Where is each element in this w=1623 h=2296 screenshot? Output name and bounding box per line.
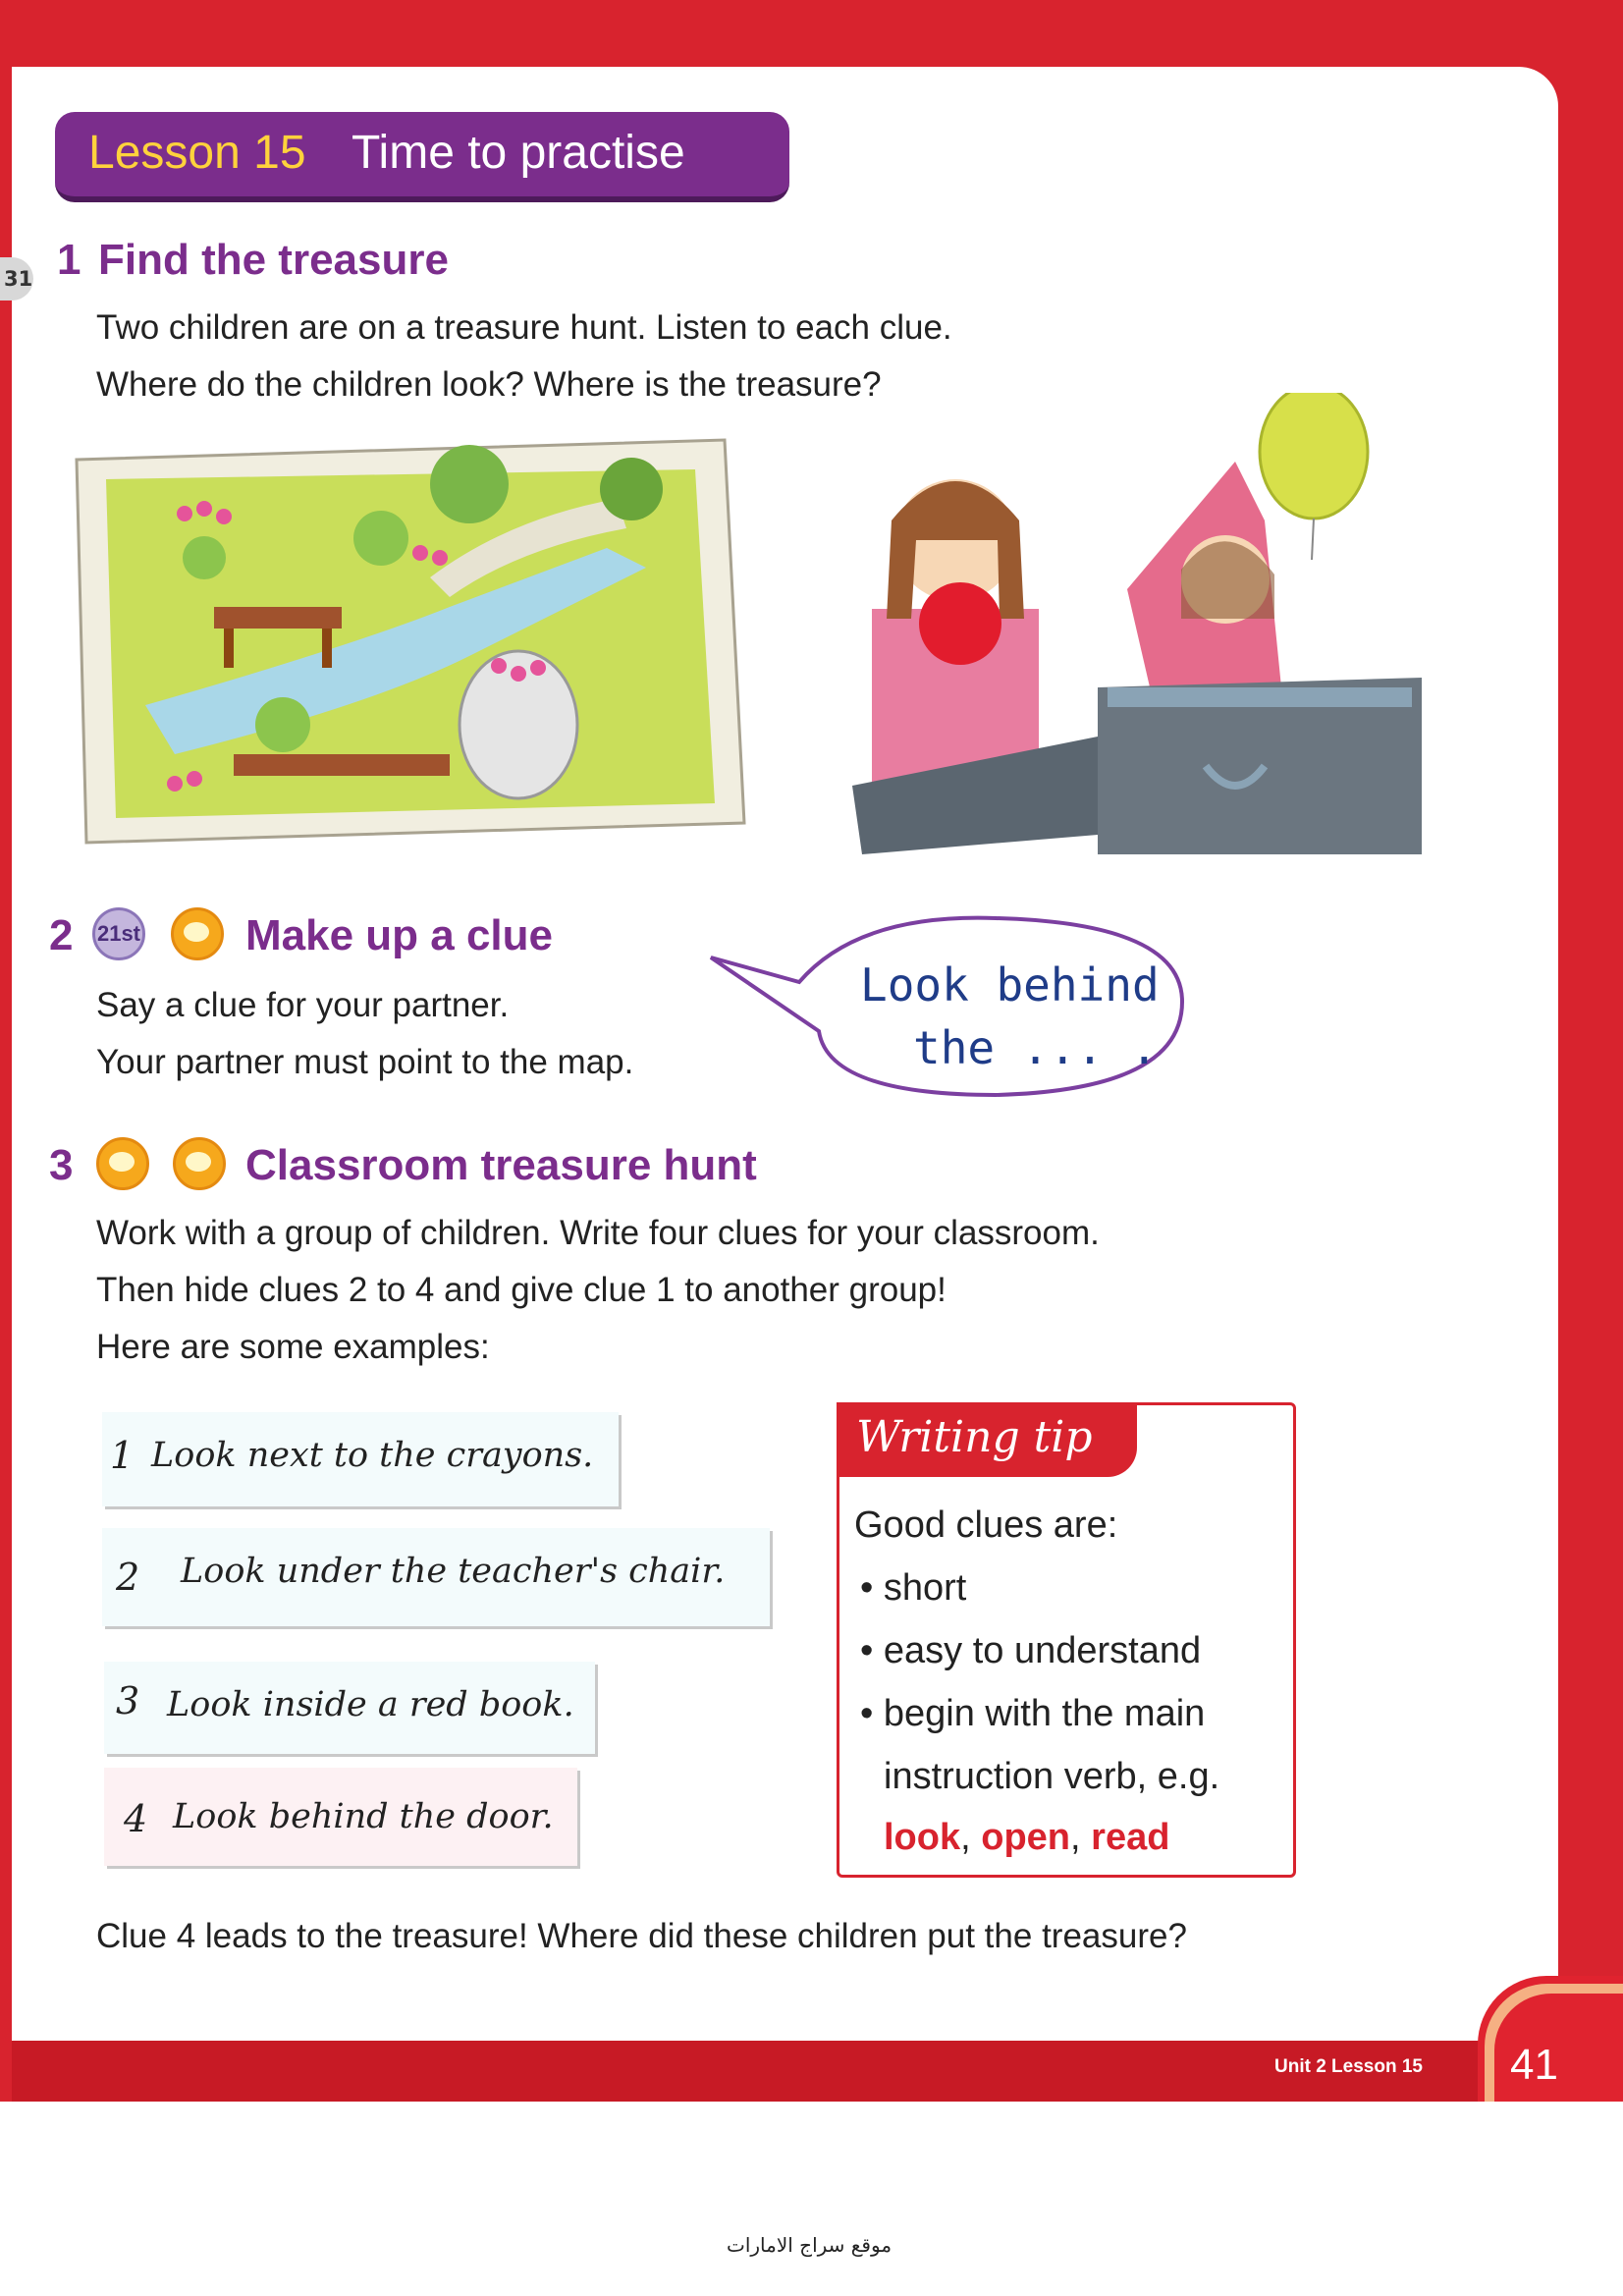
- speech-bubble-line2: the ... .: [913, 1021, 1159, 1074]
- page-number: 41: [1510, 2041, 1558, 2089]
- section3-line2: Then hide clues 2 to 4 and give clue 1 to another group!: [96, 1271, 947, 1309]
- writing-tip-title: Writing tip: [856, 1412, 1093, 1462]
- clue-note-3: [104, 1662, 595, 1754]
- clue-number: 2: [116, 1556, 140, 1599]
- writing-tip-bullet-1: • short: [860, 1567, 967, 1609]
- section1-line1: Two children are on a treasure hunt. Listen to each clue.: [96, 308, 952, 347]
- clue-note-1: [102, 1412, 619, 1506]
- lesson-title: Time to practise: [352, 127, 685, 179]
- example-verb-read: read: [1091, 1817, 1170, 1858]
- section3-line1: Work with a group of children. Write four clues for your classroom.: [96, 1214, 1100, 1252]
- clue-number: 3: [116, 1679, 140, 1722]
- bullet-text: short: [883, 1567, 967, 1609]
- bullet-text: easy to understand: [883, 1630, 1202, 1671]
- section3-number: 3: [49, 1141, 74, 1189]
- speech-bubble: [701, 913, 1192, 1110]
- site-watermark: موقع سراج الامارات: [727, 2233, 893, 2257]
- speech-bubble-line1: Look behind: [860, 958, 1160, 1011]
- writing-tip-examples: look, open, read: [884, 1817, 1170, 1858]
- section2-title: Make up a clue: [245, 911, 554, 959]
- clue-text: Look behind the door.: [173, 1797, 554, 1836]
- children-illustration: [833, 393, 1422, 864]
- section3-closing: Clue 4 leads to the treasure! Where did these children put the treasure?: [96, 1917, 1187, 1955]
- section1-title: Find the treasure: [98, 236, 449, 284]
- section3-title: Classroom treasure hunt: [245, 1141, 757, 1189]
- lesson-label: Lesson 15: [88, 127, 306, 179]
- clue-number: 4: [124, 1797, 148, 1840]
- writing-tip-bullet-3-cont: instruction verb, e.g.: [884, 1756, 1220, 1797]
- writing-tip-intro: Good clues are:: [854, 1504, 1118, 1546]
- writing-tip-bullet-2: • easy to understand: [860, 1630, 1202, 1671]
- clue-text: Look next to the crayons.: [151, 1436, 594, 1475]
- audio-track-number: 31: [4, 267, 33, 291]
- clue-note-4: [104, 1768, 577, 1866]
- section2-line2: Your partner must point to the map.: [96, 1043, 634, 1081]
- writing-icon: [173, 1137, 226, 1190]
- bullet-text: begin with the main: [883, 1693, 1206, 1734]
- section2-number: 2: [49, 911, 74, 959]
- clue-text: Look inside a red book.: [167, 1685, 574, 1724]
- 21st-century-skills-icon: 21st: [92, 907, 145, 960]
- section1-number: 1: [57, 236, 81, 284]
- speaking-icon: [171, 907, 224, 960]
- writing-tip-bullet-3: • begin with the main: [860, 1693, 1206, 1734]
- speaking-icon: [96, 1137, 149, 1190]
- clue-number: 1: [110, 1434, 135, 1477]
- footer-unit-label: Unit 2 Lesson 15: [1274, 2056, 1423, 2077]
- section3-line3: Here are some examples:: [96, 1328, 490, 1366]
- clue-text: Look under the teacher's chair.: [181, 1552, 726, 1591]
- section1-line2: Where do the children look? Where is the treasure?: [96, 365, 882, 404]
- section2-line1: Say a clue for your partner.: [96, 986, 510, 1024]
- example-verb-open: open: [981, 1817, 1071, 1858]
- clue-note-2: [102, 1528, 770, 1626]
- example-verb-look: look: [884, 1817, 961, 1858]
- treasure-map-illustration: [57, 430, 754, 862]
